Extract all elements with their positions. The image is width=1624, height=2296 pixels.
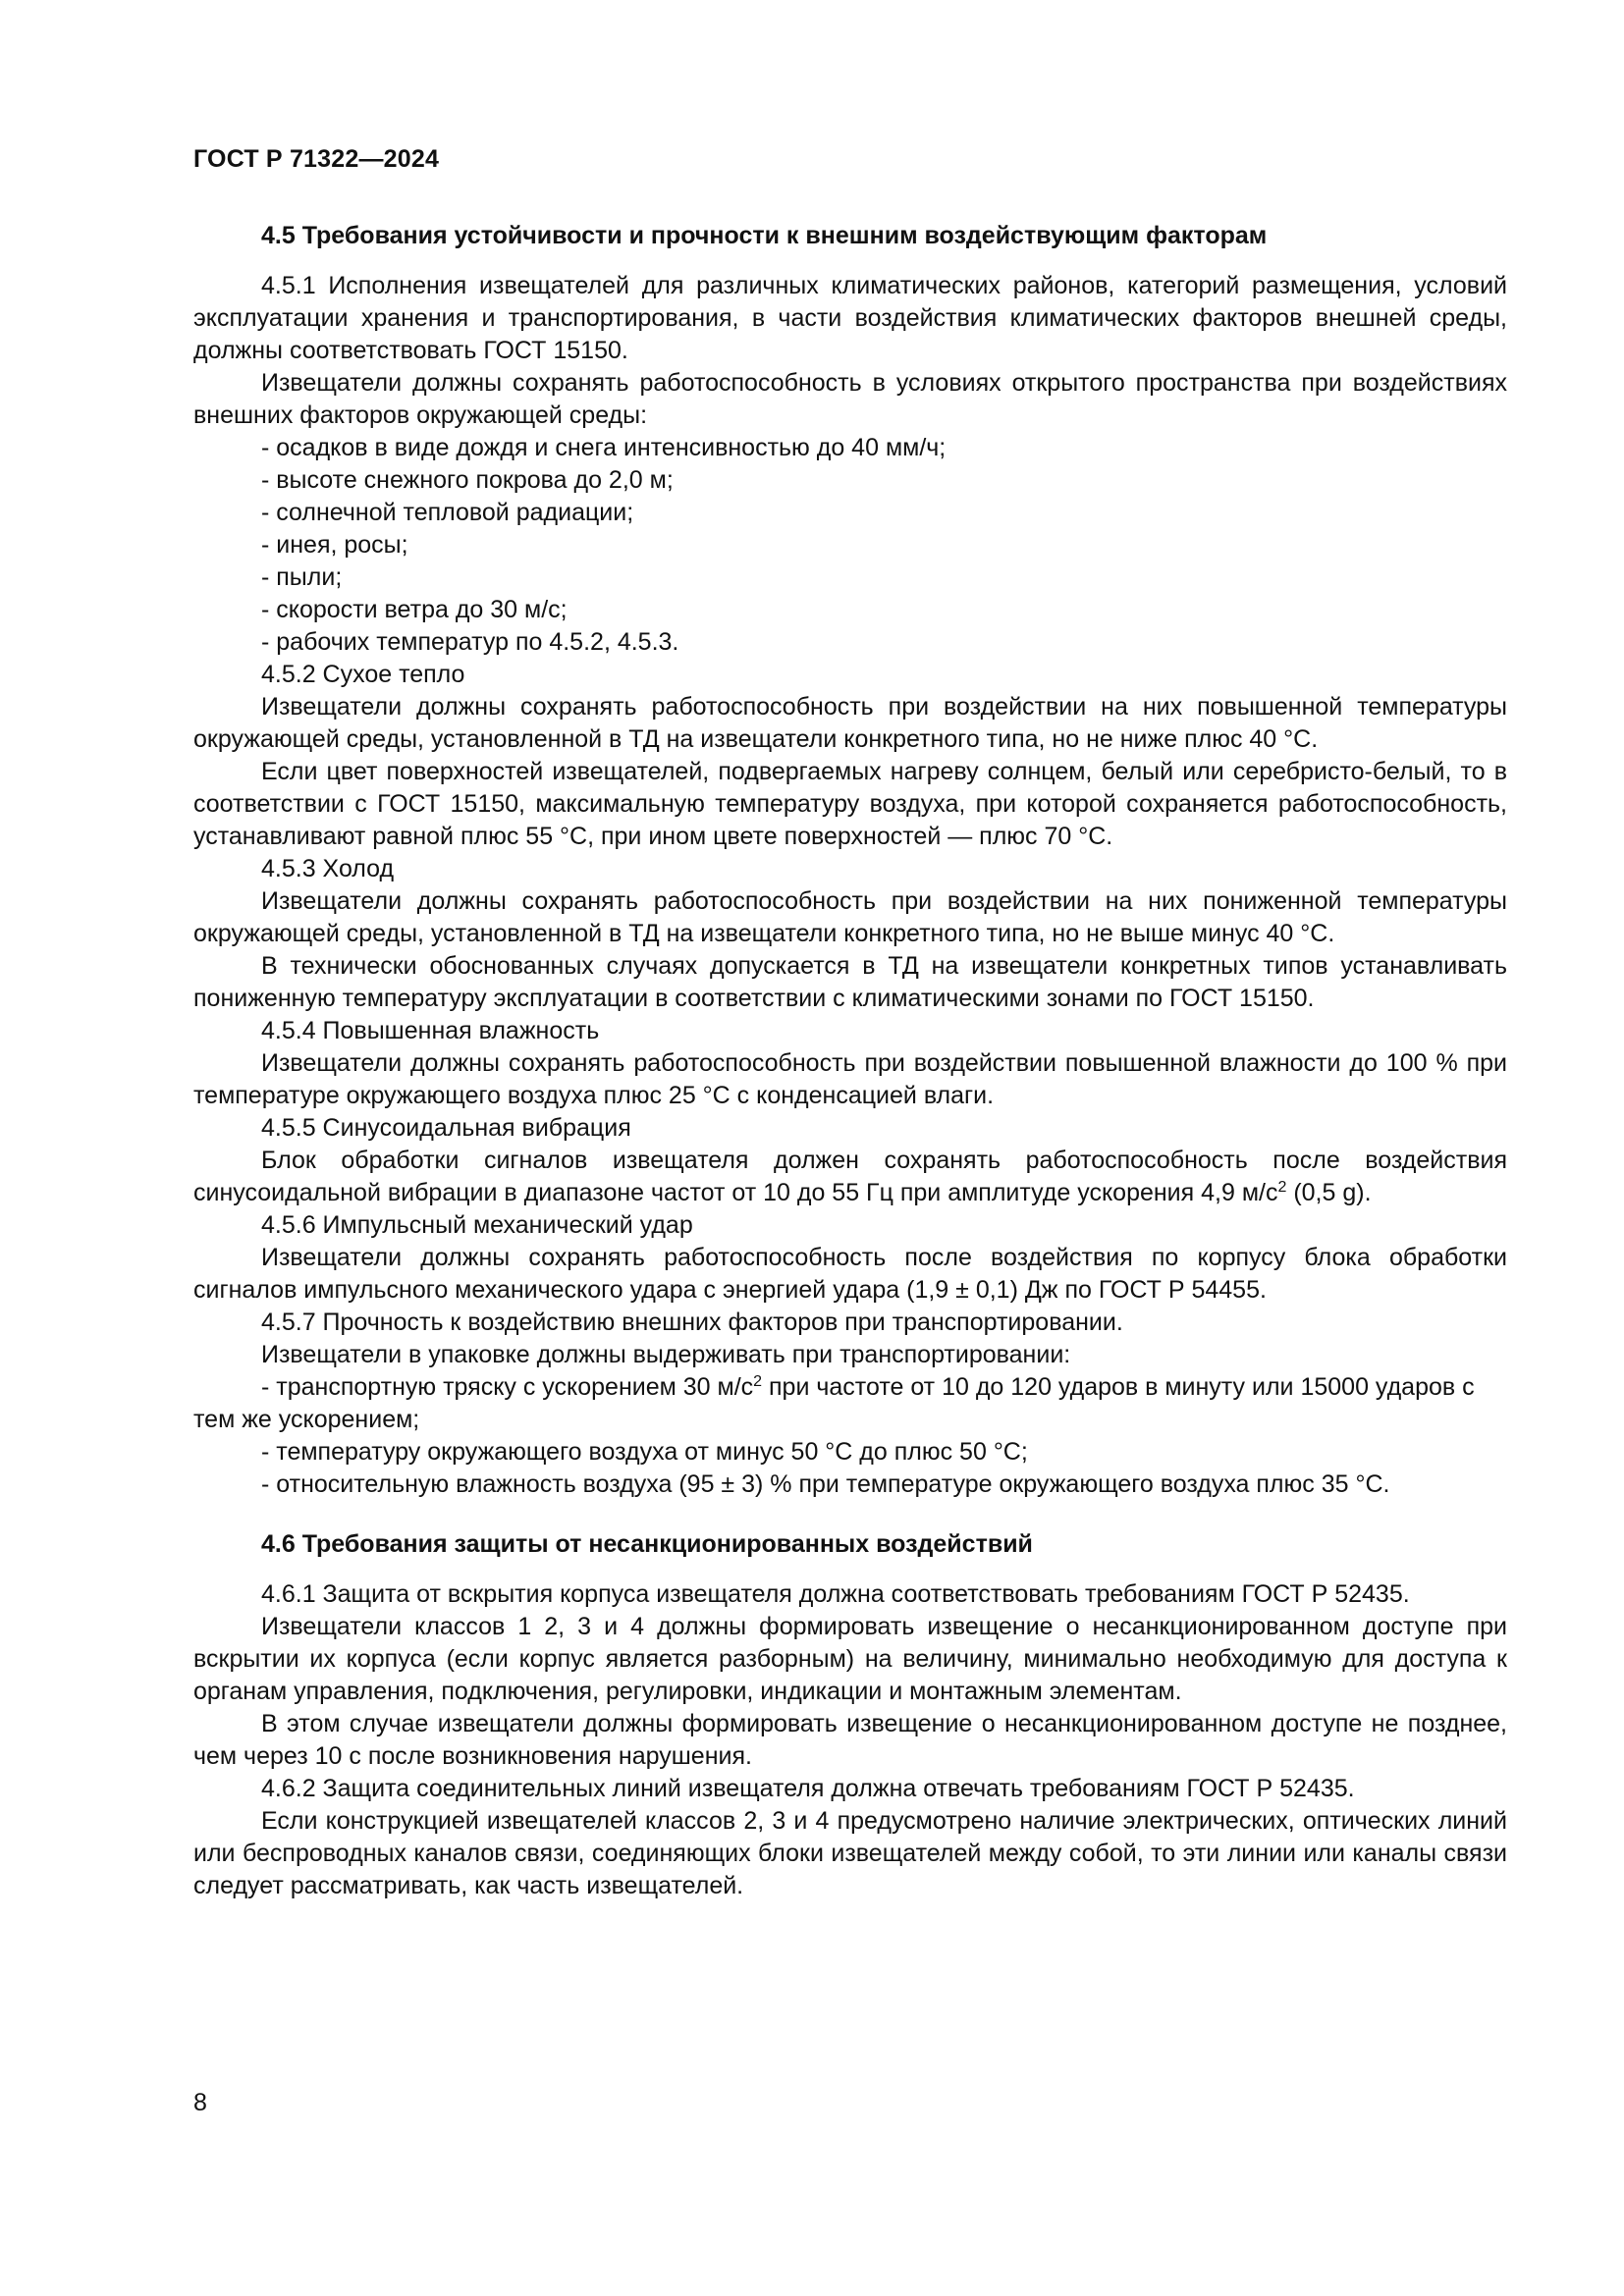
list-item: - температуру окружающего воздуха от минус 50 °С до плюс 50 °С; <box>261 1438 1028 1466</box>
subsection-heading-4-5-4: 4.5.4 Повышенная влажность <box>261 1017 600 1044</box>
paragraph: Извещатели должны сохранять работоспособность при воздействии на них пониженной температуры окружающей среды, установленной в ТД на извещатели конкретного типа, но не выше минус 40 °С. <box>193 887 1507 947</box>
page-number: 8 <box>193 2089 207 2116</box>
list-item: - пыли; <box>261 563 343 591</box>
paragraph: Если цвет поверхностей извещателей, подвергаемых нагреву солнцем, белый или серебристо-белый, то в соответствии с ГОСТ 15150, максимальную температуру воздуха, при которой сохраняется работоспособность, устанавливают равной плюс 55 °С, при ином цвете поверхностей — плюс 70 °С. <box>193 758 1507 850</box>
superscript: 2 <box>1277 1179 1287 1196</box>
paragraph: Извещатели должны сохранять работоспособность после воздействия по корпусу блока обработки сигналов импульсного механического удара с энергией удара (1,9 ± 0,1) Дж по ГОСТ Р 54455. <box>193 1244 1507 1304</box>
section-heading-4-6: 4.6 Требования защиты от несанкционированных воздействий <box>261 1530 1033 1558</box>
list-item: - высоте снежного покрова до 2,0 м; <box>261 466 674 494</box>
list-item-text: при частоте от 10 до 120 ударов в минуту или 15000 ударов с тем же ускорением; <box>193 1373 1475 1433</box>
list-item: - скорости ветра до 30 м/с; <box>261 596 568 623</box>
paragraph-vibration <box>193 1145 1507 1209</box>
subsection-heading-4-5-6: 4.5.6 Импульсный механический удар <box>261 1211 693 1239</box>
subsection-heading-4-5-5: 4.5.5 Синусоидальная вибрация <box>261 1114 631 1142</box>
list-item: - инея, росы; <box>261 531 408 559</box>
section-heading-4-5: 4.5 Требования устойчивости и прочности к внешним воздействующим факторам <box>261 222 1268 249</box>
list-item: - рабочих температур по 4.5.2, 4.5.3. <box>261 628 679 656</box>
list-item-text: - транспортную тряску с ускорением 30 м/с <box>261 1373 754 1401</box>
paragraph: В этом случае извещатели должны формировать извещение о несанкционированном доступе не позднее, чем через 10 с после возникновения нарушения. <box>193 1710 1507 1770</box>
paragraph-4-6-1: 4.6.1 Защита от вскрытия корпуса извещателя должна соответствовать требованиям ГОСТ Р 52435. <box>261 1580 1410 1608</box>
page-content <box>193 220 1507 1902</box>
paragraph: Извещатели классов 1 2, 3 и 4 должны формировать извещение о несанкционированном доступе при вскрытии их корпуса (если корпус является разборным) на величину, минимально необходимую для доступа к органам управления, подключения, регулировки, индикации и монтажным элементам. <box>193 1613 1507 1705</box>
subsection-heading-4-5-2: 4.5.2 Сухое тепло <box>261 661 465 688</box>
document-header: ГОСТ Р 71322—2024 <box>193 145 440 173</box>
superscript: 2 <box>753 1373 763 1390</box>
paragraph: Извещатели в упаковке должны выдерживать при транспортировании: <box>261 1341 1071 1368</box>
list-item: - осадков в виде дождя и снега интенсивностью до 40 мм/ч; <box>261 434 947 461</box>
paragraph: Извещатели должны сохранять работоспособность в условиях открытого пространства при воздействиях внешних факторов окружающей среды: <box>193 369 1507 429</box>
paragraph-4-5-1: 4.5.1 Исполнения извещателей для различных климатических районов, категорий размещения, условий эксплуатации хранения и транспортирования, в части воздействия климатических факторов внешней среды, должны соответствовать ГОСТ 15150. <box>193 272 1507 364</box>
list-item: - относительную влажность воздуха (95 ± 3) % при температуре окружающего воздуха плюс 35 °С. <box>261 1470 1390 1498</box>
subsection-heading-4-5-7: 4.5.7 Прочность к воздействию внешних факторов при транспортировании. <box>261 1308 1123 1336</box>
paragraph-text: (0,5 g). <box>1286 1179 1372 1206</box>
paragraph: В технически обоснованных случаях допускается в ТД на извещатели конкретных типов устанавливать пониженную температуру эксплуатации в соответствии с климатическими зонами по ГОСТ 15150. <box>193 952 1507 1012</box>
list-item-shaking <box>193 1371 1507 1436</box>
paragraph: Если конструкцией извещателей классов 2, 3 и 4 предусмотрено наличие электрических, оптических линий или беспроводных каналов связи, соединяющих блоки извещателей между собой, то эти линии или каналы связи следует рассматривать, как часть извещателей. <box>193 1807 1507 1899</box>
list-item: - солнечной тепловой радиации; <box>261 499 634 526</box>
paragraph-text: Блок обработки сигналов извещателя должен сохранять работоспособность после воздействия синусоидальной вибрации в диапазоне частот от 10 до 55 Гц при амплитуде ускорения 4,9 м/с <box>193 1147 1507 1206</box>
subsection-heading-4-5-3: 4.5.3 Холод <box>261 855 395 882</box>
paragraph: Извещатели должны сохранять работоспособность при воздействии повышенной влажности до 100 % при температуре окружающего воздуха плюс 25 °С с конденсацией влаги. <box>193 1049 1507 1109</box>
paragraph: Извещатели должны сохранять работоспособность при воздействии на них повышенной температуры окружающей среды, установленной в ТД на извещатели конкретного типа, но не ниже плюс 40 °С. <box>193 693 1507 753</box>
paragraph-4-6-2: 4.6.2 Защита соединительных линий извещателя должна отвечать требованиям ГОСТ Р 52435. <box>261 1775 1355 1802</box>
